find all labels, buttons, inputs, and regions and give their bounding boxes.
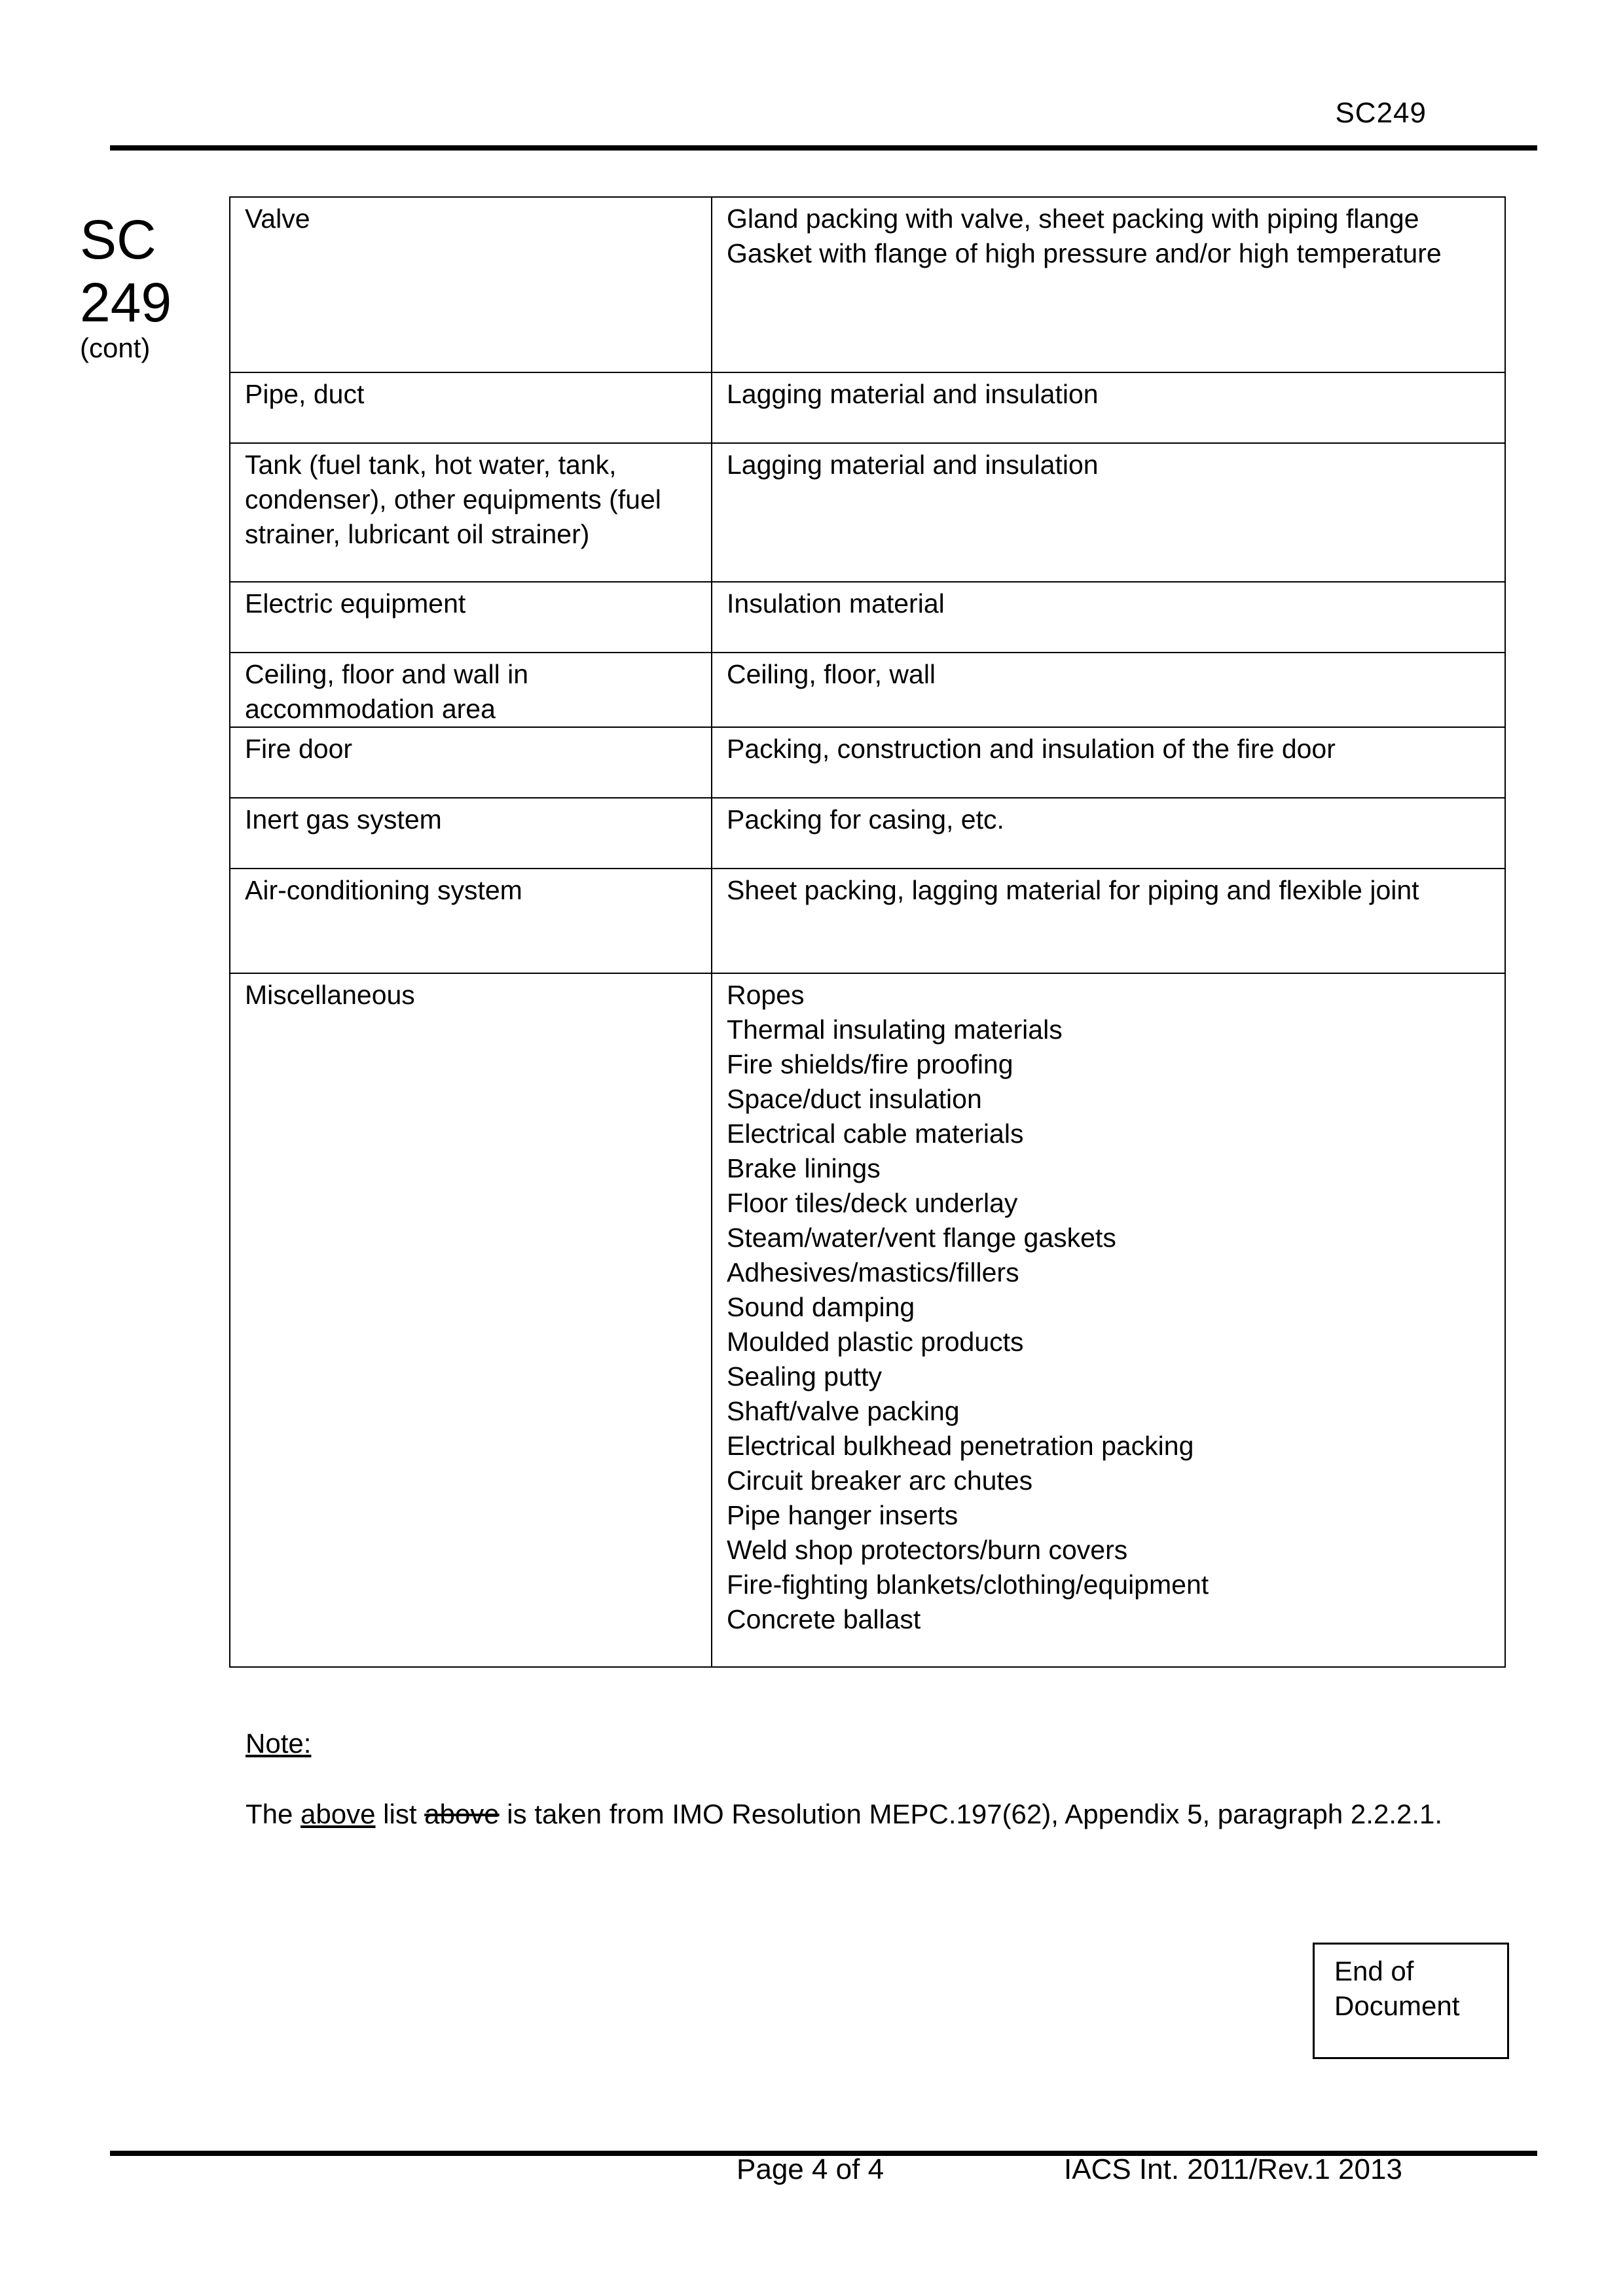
material-item: Gland packing with valve, sheet packing with piping flange xyxy=(727,204,1419,234)
table-row xyxy=(230,372,1505,443)
item-label: Ceiling, floor and wall in accommodation area xyxy=(245,659,529,724)
side-cont: (cont) xyxy=(80,332,151,363)
item-label: Miscellaneous xyxy=(245,980,415,1010)
materials-cell xyxy=(712,727,1505,798)
materials-cell xyxy=(712,973,1505,1667)
material-item: Pipe hanger inserts xyxy=(727,1500,958,1530)
end-of-document-box xyxy=(1313,1943,1509,2059)
material-item: Packing for casing, etc. xyxy=(727,804,1004,834)
note-inserted-text: above xyxy=(301,1799,376,1829)
materials-cell xyxy=(712,653,1505,727)
material-item: Fire shields/fire proofing xyxy=(727,1049,1013,1079)
note-deleted-text: above xyxy=(424,1799,500,1829)
item-cell xyxy=(230,973,712,1667)
item-label: Electric equipment xyxy=(245,588,466,619)
material-item: Steam/water/vent flange gaskets xyxy=(727,1223,1116,1253)
item-cell xyxy=(230,798,712,869)
table-row xyxy=(230,197,1505,372)
material-item: Sealing putty xyxy=(727,1361,883,1391)
materials-cell xyxy=(712,869,1505,973)
item-cell xyxy=(230,727,712,798)
footer-page-number: Page 4 of 4 xyxy=(737,2153,884,2185)
note-post: is taken from IMO Resolution MEPC.197(62), Appendix 5, paragraph 2.2.2.1. xyxy=(507,1799,1443,1829)
material-item: Ropes xyxy=(727,980,805,1010)
material-item: Fire-fighting blankets/clothing/equipment xyxy=(727,1570,1209,1600)
side-code: SC 249 xyxy=(80,209,172,333)
item-cell xyxy=(230,869,712,973)
material-item: Gasket with flange of high pressure and/or high temperature xyxy=(727,238,1442,268)
item-label: Fire door xyxy=(245,734,353,764)
material-item: Electrical bulkhead penetration packing xyxy=(727,1431,1194,1461)
table-row xyxy=(230,727,1505,798)
materials-cell xyxy=(712,197,1505,372)
material-item: Packing, construction and insulation of the fire door xyxy=(727,734,1336,764)
item-cell xyxy=(230,197,712,372)
table-row xyxy=(230,653,1505,727)
item-label: Pipe, duct xyxy=(245,379,365,409)
item-cell xyxy=(230,582,712,653)
material-item: Shaft/valve packing xyxy=(727,1396,960,1426)
material-item: Adhesives/mastics/fillers xyxy=(727,1257,1019,1287)
end-box-line2: Document xyxy=(1334,1990,1460,2021)
material-item: Moulded plastic products xyxy=(727,1327,1024,1357)
end-box-line1: End of xyxy=(1334,1956,1414,1986)
material-item: Weld shop protectors/burn covers xyxy=(727,1535,1128,1565)
note-title: Note: xyxy=(246,1728,312,1759)
table-row xyxy=(230,582,1505,653)
table-row xyxy=(230,869,1505,973)
materials-cell xyxy=(712,443,1505,582)
note-pre: The xyxy=(246,1799,293,1829)
material-item: Floor tiles/deck underlay xyxy=(727,1188,1018,1218)
material-item: Insulation material xyxy=(727,588,945,619)
material-item: Concrete ballast xyxy=(727,1604,921,1634)
table-row xyxy=(230,443,1505,582)
material-item: Circuit breaker arc chutes xyxy=(727,1465,1033,1496)
item-label: Inert gas system xyxy=(245,804,442,834)
materials-cell xyxy=(712,798,1505,869)
materials-table xyxy=(229,196,1506,1668)
item-cell xyxy=(230,443,712,582)
table-row xyxy=(230,798,1505,869)
material-item: Sheet packing, lagging material for piping and flexible joint xyxy=(727,875,1419,905)
materials-cell xyxy=(712,372,1505,443)
material-item: Electrical cable materials xyxy=(727,1119,1024,1149)
item-cell xyxy=(230,372,712,443)
note-body xyxy=(246,1797,1489,1831)
material-item: Brake linings xyxy=(727,1153,881,1183)
materials-cell xyxy=(712,582,1505,653)
note-mid: list xyxy=(383,1799,417,1829)
material-item: Space/duct insulation xyxy=(727,1084,982,1114)
table-row xyxy=(230,973,1505,1667)
header-rule xyxy=(110,145,1537,151)
header-code: SC249 xyxy=(1335,97,1427,129)
item-label: Tank (fuel tank, hot water, tank, condenser), other equipments (fuel strainer, lubricant oil strainer) xyxy=(245,450,661,549)
material-item: Sound damping xyxy=(727,1292,915,1322)
material-item: Ceiling, floor, wall xyxy=(727,659,936,689)
material-item: Lagging material and insulation xyxy=(727,450,1099,480)
item-label: Air-conditioning system xyxy=(245,875,522,905)
material-item: Thermal insulating materials xyxy=(727,1014,1063,1045)
footer-reference: IACS Int. 2011/Rev.1 2013 xyxy=(1064,2153,1402,2185)
material-item: Lagging material and insulation xyxy=(727,379,1099,409)
item-label: Valve xyxy=(245,204,310,234)
item-cell xyxy=(230,653,712,727)
